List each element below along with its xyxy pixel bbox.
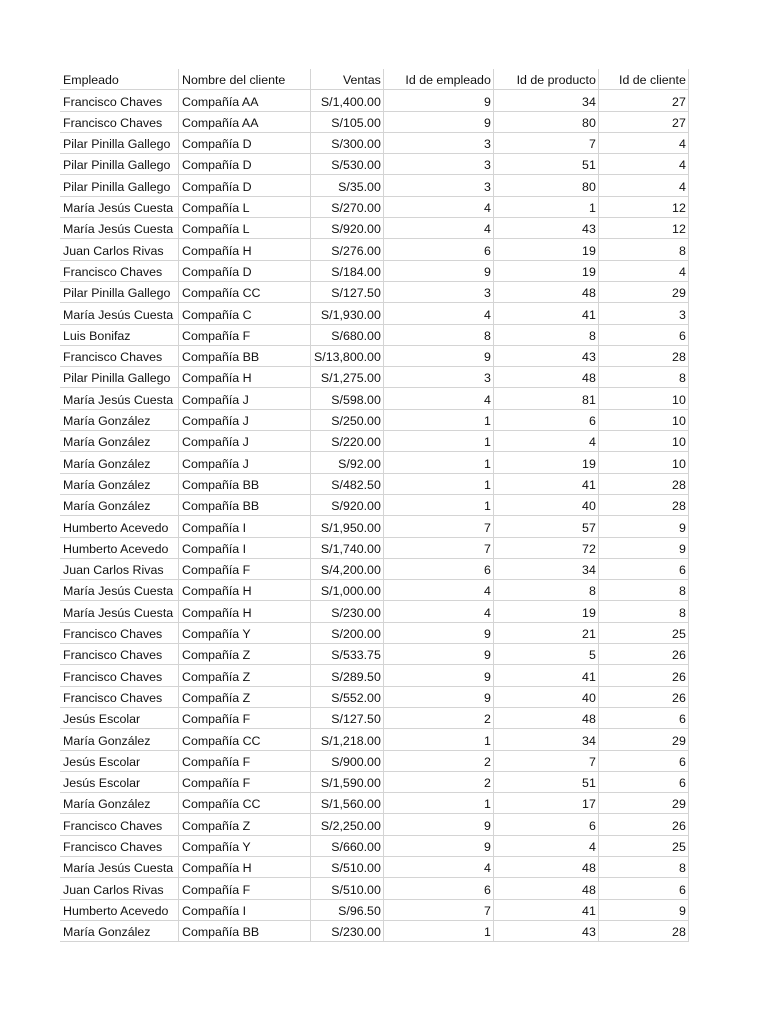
cell-id-empleado[interactable]: 7 xyxy=(383,516,493,537)
table-row xyxy=(60,771,688,792)
table-row xyxy=(60,814,688,835)
cell-empleado[interactable]: Pilar Pinilla Gallego xyxy=(60,154,179,175)
cell-id-empleado[interactable]: 9 xyxy=(383,665,493,686)
cell-id-cliente[interactable]: 6 xyxy=(598,558,688,579)
cell-id-producto[interactable]: 17 xyxy=(493,793,598,814)
cell-nombre-cliente[interactable]: Compañía BB xyxy=(179,345,311,366)
table-body xyxy=(60,90,688,942)
cell-id-producto[interactable]: 48 xyxy=(493,281,598,302)
cell-empleado[interactable]: Jesús Escolar xyxy=(60,750,179,771)
cell-id-cliente[interactable]: 4 xyxy=(598,260,688,281)
cell-nombre-cliente[interactable]: Compañía BB xyxy=(179,920,311,941)
table-row xyxy=(60,920,688,941)
cell-id-producto[interactable]: 34 xyxy=(493,558,598,579)
cell-empleado[interactable]: Jesús Escolar xyxy=(60,707,179,728)
cell-empleado[interactable]: Francisco Chaves xyxy=(60,260,179,281)
cell-empleado[interactable]: Francisco Chaves xyxy=(60,835,179,856)
table-row xyxy=(60,622,688,643)
cell-id-cliente[interactable]: 8 xyxy=(598,239,688,260)
cell-id-empleado[interactable]: 4 xyxy=(383,580,493,601)
cell-id-producto[interactable]: 40 xyxy=(493,494,598,515)
cell-id-producto[interactable]: 72 xyxy=(493,537,598,558)
cell-id-empleado[interactable]: 9 xyxy=(383,644,493,665)
cell-nombre-cliente[interactable]: Compañía H xyxy=(179,856,311,877)
cell-id-cliente[interactable]: 25 xyxy=(598,622,688,643)
cell-ventas[interactable]: S/1,740.00 xyxy=(311,537,384,558)
cell-id-empleado[interactable]: 9 xyxy=(383,345,493,366)
cell-id-empleado[interactable]: 4 xyxy=(383,601,493,622)
cell-id-empleado[interactable]: 1 xyxy=(383,431,493,452)
cell-id-producto[interactable]: 43 xyxy=(493,920,598,941)
cell-ventas[interactable]: S/220.00 xyxy=(311,431,384,452)
cell-ventas[interactable]: S/598.00 xyxy=(311,388,384,409)
cell-nombre-cliente[interactable]: Compañía AA xyxy=(179,111,311,132)
cell-id-producto[interactable]: 40 xyxy=(493,686,598,707)
cell-nombre-cliente[interactable]: Compañía J xyxy=(179,388,311,409)
cell-nombre-cliente[interactable]: Compañía D xyxy=(179,175,311,196)
cell-empleado[interactable]: María González xyxy=(60,793,179,814)
cell-id-producto[interactable]: 19 xyxy=(493,260,598,281)
cell-empleado[interactable]: María González xyxy=(60,431,179,452)
cell-id-empleado[interactable]: 4 xyxy=(383,218,493,239)
cell-id-cliente[interactable]: 9 xyxy=(598,537,688,558)
cell-id-empleado[interactable]: 9 xyxy=(383,814,493,835)
cell-nombre-cliente[interactable]: Compañía H xyxy=(179,580,311,601)
cell-id-empleado[interactable]: 6 xyxy=(383,239,493,260)
cell-id-producto[interactable]: 1 xyxy=(493,196,598,217)
cell-empleado[interactable]: Francisco Chaves xyxy=(60,111,179,132)
cell-empleado[interactable]: Francisco Chaves xyxy=(60,345,179,366)
cell-id-cliente[interactable]: 9 xyxy=(598,516,688,537)
cell-id-producto[interactable]: 48 xyxy=(493,367,598,388)
cell-empleado[interactable]: María González xyxy=(60,920,179,941)
cell-empleado[interactable]: Humberto Acevedo xyxy=(60,537,179,558)
cell-ventas[interactable]: S/660.00 xyxy=(311,835,384,856)
cell-empleado[interactable]: Pilar Pinilla Gallego xyxy=(60,132,179,153)
cell-nombre-cliente[interactable]: Compañía D xyxy=(179,154,311,175)
cell-id-cliente[interactable]: 4 xyxy=(598,154,688,175)
cell-ventas[interactable]: S/920.00 xyxy=(311,494,384,515)
cell-nombre-cliente[interactable]: Compañía F xyxy=(179,707,311,728)
cell-ventas[interactable]: S/510.00 xyxy=(311,856,384,877)
cell-id-empleado[interactable]: 9 xyxy=(383,835,493,856)
table-row xyxy=(60,707,688,728)
cell-id-empleado[interactable]: 7 xyxy=(383,537,493,558)
cell-id-empleado[interactable]: 4 xyxy=(383,388,493,409)
cell-id-producto[interactable]: 51 xyxy=(493,154,598,175)
cell-nombre-cliente[interactable]: Compañía F xyxy=(179,324,311,345)
cell-ventas[interactable]: S/1,930.00 xyxy=(311,303,384,324)
header-cell-ventas[interactable]: Ventas xyxy=(311,69,384,90)
cell-ventas[interactable]: S/230.00 xyxy=(311,920,384,941)
cell-id-empleado[interactable]: 1 xyxy=(383,473,493,494)
cell-id-empleado[interactable]: 6 xyxy=(383,878,493,899)
cell-nombre-cliente[interactable]: Compañía L xyxy=(179,218,311,239)
cell-id-producto[interactable]: 41 xyxy=(493,665,598,686)
cell-id-cliente[interactable]: 26 xyxy=(598,686,688,707)
cell-empleado[interactable]: María Jesús Cuesta xyxy=(60,601,179,622)
cell-id-empleado[interactable]: 3 xyxy=(383,132,493,153)
table-row xyxy=(60,835,688,856)
cell-id-cliente[interactable]: 6 xyxy=(598,324,688,345)
cell-id-empleado[interactable]: 8 xyxy=(383,324,493,345)
cell-ventas[interactable]: S/1,275.00 xyxy=(311,367,384,388)
cell-ventas[interactable]: S/13,800.00 xyxy=(311,345,384,366)
cell-empleado[interactable]: Pilar Pinilla Gallego xyxy=(60,367,179,388)
cell-id-empleado[interactable]: 1 xyxy=(383,494,493,515)
cell-ventas[interactable]: S/250.00 xyxy=(311,409,384,430)
cell-id-empleado[interactable]: 3 xyxy=(383,154,493,175)
header-cell-id-empleado[interactable]: Id de empleado xyxy=(383,69,493,90)
cell-nombre-cliente[interactable]: Compañía H xyxy=(179,601,311,622)
cell-id-empleado[interactable]: 1 xyxy=(383,409,493,430)
cell-ventas[interactable]: S/92.00 xyxy=(311,452,384,473)
cell-id-cliente[interactable]: 6 xyxy=(598,750,688,771)
cell-id-cliente[interactable]: 8 xyxy=(598,367,688,388)
table-row xyxy=(60,452,688,473)
cell-id-empleado[interactable]: 9 xyxy=(383,686,493,707)
cell-ventas[interactable]: S/96.50 xyxy=(311,899,384,920)
table-row xyxy=(60,260,688,281)
cell-ventas[interactable]: S/289.50 xyxy=(311,665,384,686)
cell-ventas[interactable]: S/35.00 xyxy=(311,175,384,196)
cell-nombre-cliente[interactable]: Compañía J xyxy=(179,409,311,430)
cell-nombre-cliente[interactable]: Compañía Z xyxy=(179,665,311,686)
cell-empleado[interactable]: Luis Bonifaz xyxy=(60,324,179,345)
cell-ventas[interactable]: S/1,950.00 xyxy=(311,516,384,537)
cell-id-producto[interactable]: 43 xyxy=(493,218,598,239)
table-row xyxy=(60,281,688,302)
table-row xyxy=(60,90,688,111)
cell-empleado[interactable]: Humberto Acevedo xyxy=(60,899,179,920)
cell-id-empleado[interactable]: 1 xyxy=(383,729,493,750)
cell-ventas[interactable]: S/184.00 xyxy=(311,260,384,281)
cell-empleado[interactable]: Pilar Pinilla Gallego xyxy=(60,281,179,302)
cell-ventas[interactable]: S/680.00 xyxy=(311,324,384,345)
cell-empleado[interactable]: Francisco Chaves xyxy=(60,644,179,665)
cell-ventas[interactable]: S/1,218.00 xyxy=(311,729,384,750)
cell-id-producto[interactable]: 34 xyxy=(493,729,598,750)
cell-ventas[interactable]: S/230.00 xyxy=(311,601,384,622)
cell-empleado[interactable]: María Jesús Cuesta xyxy=(60,218,179,239)
table-row xyxy=(60,218,688,239)
cell-nombre-cliente[interactable]: Compañía Y xyxy=(179,835,311,856)
cell-ventas[interactable]: S/530.00 xyxy=(311,154,384,175)
cell-id-cliente[interactable]: 8 xyxy=(598,580,688,601)
table-row xyxy=(60,409,688,430)
cell-id-producto[interactable]: 81 xyxy=(493,388,598,409)
cell-id-empleado[interactable]: 2 xyxy=(383,707,493,728)
cell-id-cliente[interactable]: 10 xyxy=(598,431,688,452)
cell-id-cliente[interactable]: 26 xyxy=(598,644,688,665)
cell-id-cliente[interactable]: 10 xyxy=(598,388,688,409)
cell-id-producto[interactable]: 21 xyxy=(493,622,598,643)
cell-id-producto[interactable]: 48 xyxy=(493,856,598,877)
cell-id-cliente[interactable]: 28 xyxy=(598,345,688,366)
cell-nombre-cliente[interactable]: Compañía C xyxy=(179,303,311,324)
cell-ventas[interactable]: S/276.00 xyxy=(311,239,384,260)
cell-ventas[interactable]: S/510.00 xyxy=(311,878,384,899)
cell-empleado[interactable]: Juan Carlos Rivas xyxy=(60,558,179,579)
cell-id-producto[interactable]: 7 xyxy=(493,132,598,153)
cell-id-cliente[interactable]: 4 xyxy=(598,175,688,196)
cell-ventas[interactable]: S/105.00 xyxy=(311,111,384,132)
cell-empleado[interactable]: María Jesús Cuesta xyxy=(60,196,179,217)
cell-id-cliente[interactable]: 6 xyxy=(598,707,688,728)
cell-id-cliente[interactable]: 8 xyxy=(598,601,688,622)
cell-empleado[interactable]: María Jesús Cuesta xyxy=(60,388,179,409)
cell-id-empleado[interactable]: 4 xyxy=(383,196,493,217)
cell-id-empleado[interactable]: 6 xyxy=(383,558,493,579)
cell-id-empleado[interactable]: 2 xyxy=(383,750,493,771)
table-row xyxy=(60,431,688,452)
cell-id-cliente[interactable]: 6 xyxy=(598,878,688,899)
cell-id-producto[interactable]: 34 xyxy=(493,90,598,111)
cell-id-empleado[interactable]: 9 xyxy=(383,90,493,111)
table-row xyxy=(60,856,688,877)
cell-nombre-cliente[interactable]: Compañía H xyxy=(179,367,311,388)
cell-id-producto[interactable]: 8 xyxy=(493,580,598,601)
cell-id-empleado[interactable]: 1 xyxy=(383,452,493,473)
cell-id-cliente[interactable]: 4 xyxy=(598,132,688,153)
cell-empleado[interactable]: Humberto Acevedo xyxy=(60,516,179,537)
table-row xyxy=(60,601,688,622)
cell-id-empleado[interactable]: 9 xyxy=(383,111,493,132)
cell-ventas[interactable]: S/127.50 xyxy=(311,707,384,728)
cell-nombre-cliente[interactable]: Compañía I xyxy=(179,899,311,920)
table-row xyxy=(60,729,688,750)
cell-id-empleado[interactable]: 4 xyxy=(383,856,493,877)
table-row xyxy=(60,580,688,601)
table-row xyxy=(60,899,688,920)
cell-empleado[interactable]: Francisco Chaves xyxy=(60,622,179,643)
cell-id-cliente[interactable]: 28 xyxy=(598,494,688,515)
cell-empleado[interactable]: Jesús Escolar xyxy=(60,771,179,792)
cell-id-producto[interactable]: 4 xyxy=(493,835,598,856)
cell-nombre-cliente[interactable]: Compañía D xyxy=(179,132,311,153)
cell-ventas[interactable]: S/4,200.00 xyxy=(311,558,384,579)
cell-id-cliente[interactable]: 29 xyxy=(598,729,688,750)
cell-id-cliente[interactable]: 26 xyxy=(598,665,688,686)
cell-ventas[interactable]: S/127.50 xyxy=(311,281,384,302)
cell-id-cliente[interactable]: 6 xyxy=(598,771,688,792)
cell-empleado[interactable]: Francisco Chaves xyxy=(60,665,179,686)
cell-id-empleado[interactable]: 2 xyxy=(383,771,493,792)
cell-ventas[interactable]: S/200.00 xyxy=(311,622,384,643)
cell-nombre-cliente[interactable]: Compañía J xyxy=(179,452,311,473)
cell-nombre-cliente[interactable]: Compañía H xyxy=(179,239,311,260)
cell-empleado[interactable]: Pilar Pinilla Gallego xyxy=(60,175,179,196)
cell-id-producto[interactable]: 41 xyxy=(493,303,598,324)
cell-id-producto[interactable]: 41 xyxy=(493,899,598,920)
cell-id-producto[interactable]: 51 xyxy=(493,771,598,792)
cell-id-producto[interactable]: 41 xyxy=(493,473,598,494)
cell-empleado[interactable]: María González xyxy=(60,409,179,430)
cell-nombre-cliente[interactable]: Compañía L xyxy=(179,196,311,217)
cell-nombre-cliente[interactable]: Compañía CC xyxy=(179,729,311,750)
cell-empleado[interactable]: Francisco Chaves xyxy=(60,90,179,111)
cell-ventas[interactable]: S/1,400.00 xyxy=(311,90,384,111)
cell-id-producto[interactable]: 57 xyxy=(493,516,598,537)
table-row xyxy=(60,516,688,537)
cell-id-empleado[interactable]: 3 xyxy=(383,281,493,302)
cell-id-empleado[interactable]: 9 xyxy=(383,260,493,281)
cell-id-producto[interactable]: 7 xyxy=(493,750,598,771)
cell-nombre-cliente[interactable]: Compañía BB xyxy=(179,494,311,515)
table-row xyxy=(60,537,688,558)
cell-nombre-cliente[interactable]: Compañía I xyxy=(179,537,311,558)
cell-id-producto[interactable]: 48 xyxy=(493,878,598,899)
cell-nombre-cliente[interactable]: Compañía D xyxy=(179,260,311,281)
cell-empleado[interactable]: María Jesús Cuesta xyxy=(60,856,179,877)
table-row xyxy=(60,239,688,260)
table-row xyxy=(60,644,688,665)
cell-nombre-cliente[interactable]: Compañía F xyxy=(179,558,311,579)
cell-id-cliente[interactable]: 3 xyxy=(598,303,688,324)
cell-nombre-cliente[interactable]: Compañía F xyxy=(179,878,311,899)
table-row xyxy=(60,324,688,345)
cell-id-cliente[interactable]: 8 xyxy=(598,856,688,877)
cell-nombre-cliente[interactable]: Compañía F xyxy=(179,771,311,792)
header-cell-id-cliente[interactable]: Id de cliente xyxy=(598,69,688,90)
cell-id-empleado[interactable]: 1 xyxy=(383,793,493,814)
cell-nombre-cliente[interactable]: Compañía I xyxy=(179,516,311,537)
cell-ventas[interactable]: S/2,250.00 xyxy=(311,814,384,835)
cell-id-cliente[interactable]: 29 xyxy=(598,281,688,302)
cell-ventas[interactable]: S/900.00 xyxy=(311,750,384,771)
cell-id-empleado[interactable]: 4 xyxy=(383,303,493,324)
cell-id-empleado[interactable]: 1 xyxy=(383,920,493,941)
cell-empleado[interactable]: Juan Carlos Rivas xyxy=(60,878,179,899)
table-row xyxy=(60,473,688,494)
table-row xyxy=(60,303,688,324)
cell-id-producto[interactable]: 4 xyxy=(493,431,598,452)
cell-empleado[interactable]: Juan Carlos Rivas xyxy=(60,239,179,260)
cell-id-cliente[interactable]: 28 xyxy=(598,920,688,941)
cell-id-cliente[interactable]: 27 xyxy=(598,90,688,111)
cell-nombre-cliente[interactable]: Compañía Z xyxy=(179,644,311,665)
cell-empleado[interactable]: María González xyxy=(60,494,179,515)
cell-id-producto[interactable]: 80 xyxy=(493,175,598,196)
table-row xyxy=(60,367,688,388)
cell-id-cliente[interactable]: 10 xyxy=(598,452,688,473)
cell-nombre-cliente[interactable]: Compañía Z xyxy=(179,686,311,707)
table-row xyxy=(60,175,688,196)
header-row xyxy=(60,69,688,90)
table-row xyxy=(60,665,688,686)
sales-table xyxy=(60,69,689,942)
cell-ventas[interactable]: S/482.50 xyxy=(311,473,384,494)
cell-nombre-cliente[interactable]: Compañía CC xyxy=(179,793,311,814)
cell-id-empleado[interactable]: 9 xyxy=(383,622,493,643)
cell-nombre-cliente[interactable]: Compañía J xyxy=(179,431,311,452)
cell-empleado[interactable]: María Jesús Cuesta xyxy=(60,303,179,324)
cell-nombre-cliente[interactable]: Compañía AA xyxy=(179,90,311,111)
cell-id-producto[interactable]: 80 xyxy=(493,111,598,132)
cell-ventas[interactable]: S/1,000.00 xyxy=(311,580,384,601)
cell-id-cliente[interactable]: 10 xyxy=(598,409,688,430)
cell-id-producto[interactable]: 43 xyxy=(493,345,598,366)
header-cell-empleado[interactable]: Empleado xyxy=(60,69,179,90)
cell-ventas[interactable]: S/1,560.00 xyxy=(311,793,384,814)
cell-empleado[interactable]: Francisco Chaves xyxy=(60,686,179,707)
cell-id-cliente[interactable]: 28 xyxy=(598,473,688,494)
cell-empleado[interactable]: Francisco Chaves xyxy=(60,814,179,835)
cell-id-cliente[interactable]: 27 xyxy=(598,111,688,132)
header-cell-nombre-cliente[interactable]: Nombre del cliente xyxy=(179,69,311,90)
cell-id-producto[interactable]: 6 xyxy=(493,409,598,430)
table-row xyxy=(60,132,688,153)
cell-empleado[interactable]: María González xyxy=(60,473,179,494)
cell-id-producto[interactable]: 19 xyxy=(493,452,598,473)
table-row xyxy=(60,558,688,579)
cell-nombre-cliente[interactable]: Compañía F xyxy=(179,750,311,771)
cell-id-cliente[interactable]: 12 xyxy=(598,218,688,239)
cell-nombre-cliente[interactable]: Compañía Z xyxy=(179,814,311,835)
cell-empleado[interactable]: María González xyxy=(60,729,179,750)
table-row xyxy=(60,196,688,217)
cell-id-producto[interactable]: 8 xyxy=(493,324,598,345)
cell-id-cliente[interactable]: 9 xyxy=(598,899,688,920)
table-row xyxy=(60,345,688,366)
cell-nombre-cliente[interactable]: Compañía BB xyxy=(179,473,311,494)
table-row xyxy=(60,154,688,175)
cell-id-cliente[interactable]: 25 xyxy=(598,835,688,856)
cell-nombre-cliente[interactable]: Compañía Y xyxy=(179,622,311,643)
table-row xyxy=(60,111,688,132)
cell-id-empleado[interactable]: 3 xyxy=(383,175,493,196)
header-cell-id-producto[interactable]: Id de producto xyxy=(493,69,598,90)
table-row xyxy=(60,750,688,771)
cell-nombre-cliente[interactable]: Compañía CC xyxy=(179,281,311,302)
cell-id-producto[interactable]: 5 xyxy=(493,644,598,665)
cell-ventas[interactable]: S/552.00 xyxy=(311,686,384,707)
cell-id-cliente[interactable]: 29 xyxy=(598,793,688,814)
cell-ventas[interactable]: S/533.75 xyxy=(311,644,384,665)
cell-ventas[interactable]: S/300.00 xyxy=(311,132,384,153)
cell-id-cliente[interactable]: 12 xyxy=(598,196,688,217)
cell-ventas[interactable]: S/1,590.00 xyxy=(311,771,384,792)
cell-id-producto[interactable]: 19 xyxy=(493,601,598,622)
cell-ventas[interactable]: S/920.00 xyxy=(311,218,384,239)
cell-id-producto[interactable]: 19 xyxy=(493,239,598,260)
cell-id-empleado[interactable]: 3 xyxy=(383,367,493,388)
table-row xyxy=(60,793,688,814)
cell-id-empleado[interactable]: 7 xyxy=(383,899,493,920)
cell-id-cliente[interactable]: 26 xyxy=(598,814,688,835)
cell-empleado[interactable]: María González xyxy=(60,452,179,473)
cell-ventas[interactable]: S/270.00 xyxy=(311,196,384,217)
table-row xyxy=(60,494,688,515)
cell-empleado[interactable]: María Jesús Cuesta xyxy=(60,580,179,601)
cell-id-producto[interactable]: 48 xyxy=(493,707,598,728)
table-row xyxy=(60,878,688,899)
table-row xyxy=(60,388,688,409)
cell-id-producto[interactable]: 6 xyxy=(493,814,598,835)
table-row xyxy=(60,686,688,707)
